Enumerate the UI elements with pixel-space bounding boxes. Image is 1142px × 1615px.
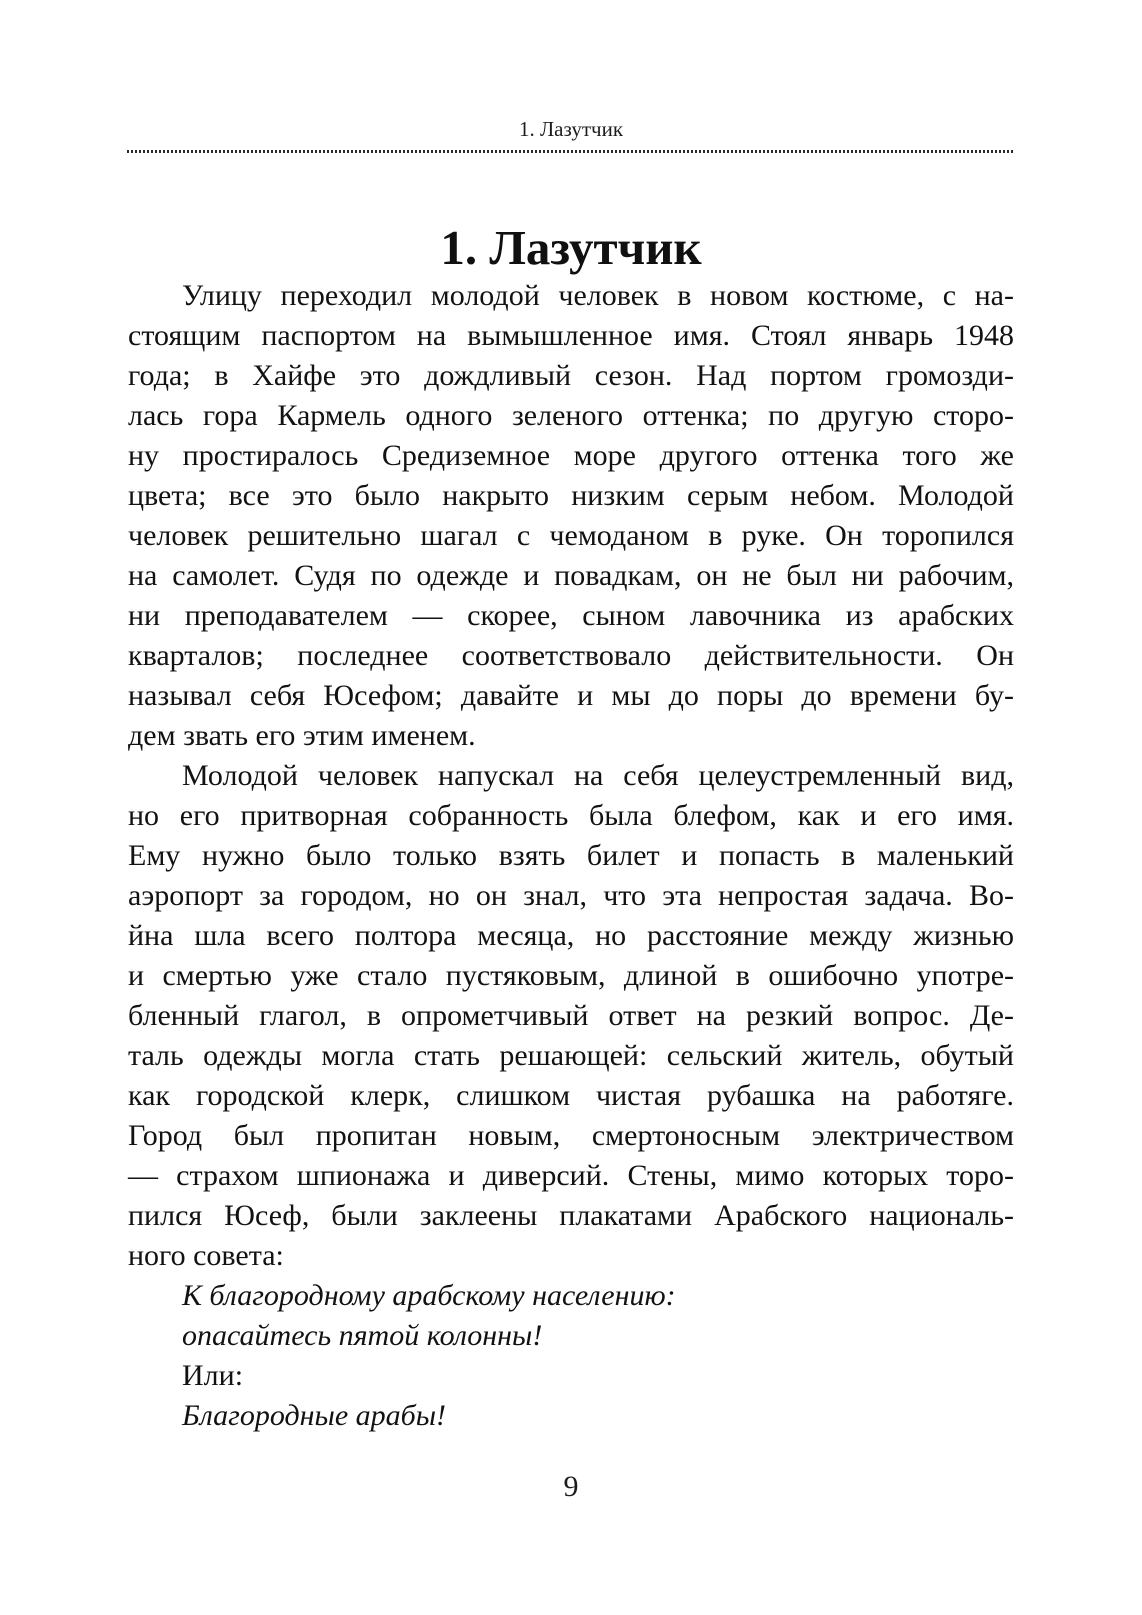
- text-line: Улицу переходил молодой человек в новом костюме, с на-: [182, 279, 1014, 312]
- running-head: 1. Лазутчик: [518, 117, 624, 141]
- poster-line-italic: опасайтесь пятой колонны!: [182, 1319, 543, 1352]
- text-line: стоящим паспортом на вымышленное имя. Стоял январь 1948: [128, 319, 1014, 352]
- text-line: человек решительно шагал с чемоданом в руке. Он торопился: [128, 519, 1014, 552]
- poster-quotes: [128, 1276, 1014, 1436]
- poster-line-italic: К благородному арабскому населению:: [182, 1279, 676, 1312]
- text-line: аэропорт за городом, но он знал, что эта непростая задача. Во-: [128, 879, 1014, 912]
- text-line: дем звать его этим именем.: [128, 719, 476, 752]
- poster-line-italic: Благородные арабы!: [182, 1399, 447, 1432]
- paragraph: [128, 756, 1014, 1276]
- chapter-title: 1. Лазутчик: [440, 219, 702, 275]
- paragraph: [128, 276, 1014, 756]
- text-line: года; в Хайфе это дождливый сезон. Над портом громозди-: [128, 359, 1014, 392]
- text-line: — страхом шпионажа и диверсий. Стены, мимо которых торо-: [128, 1159, 1014, 1192]
- text-line: на самолет. Судя по одежде и повадкам, он не был ни рабочим,: [128, 559, 1014, 592]
- text-line: как городской клерк, слишком чистая рубашка на работяге.: [128, 1079, 1014, 1112]
- text-line: бленный глагол, в опрометчивый ответ на резкий вопрос. Де-: [128, 999, 1014, 1032]
- text-line: ного совета:: [128, 1239, 284, 1272]
- text-line: цвета; все это было накрыто низким серым небом. Молодой: [128, 479, 1014, 512]
- text-line: йна шла всего полтора месяца, но расстояние между жизнью: [128, 919, 1014, 952]
- text-line: лась гора Кармель одного зеленого оттенка; по другую сторо-: [128, 399, 1014, 432]
- body-text: [128, 276, 1014, 1436]
- text-line: но его притворная собранность была блефом, как и его имя.: [128, 799, 1014, 832]
- header-dotted-rule: [127, 150, 1015, 153]
- text-line: пился Юсеф, были заклеены плакатами Арабского националь-: [128, 1199, 1014, 1232]
- page-number: 9: [563, 1470, 579, 1503]
- text-line: ну простиралось Средиземное море другого оттенка того же: [128, 439, 1014, 472]
- text-line: Город был пропитан новым, смертоносным электричеством: [128, 1119, 1014, 1152]
- text-line: Ему нужно было только взять билет и попасть в маленький: [128, 839, 1014, 872]
- text-line: называл себя Юсефом; давайте и мы до поры до времени бу-: [128, 679, 1014, 712]
- paragraphs-container: [128, 276, 1014, 1276]
- text-line: ни преподавателем — скорее, сыном лавочника из арабских: [128, 599, 1014, 632]
- poster-line: Или:: [182, 1359, 244, 1392]
- text-line: и смертью уже стало пустяковым, длиной в ошибочно употре-: [128, 959, 1014, 992]
- text-line: Молодой человек напускал на себя целеустремленный вид,: [182, 759, 1014, 792]
- text-line: кварталов; последнее соответствовало действительности. Он: [128, 639, 1014, 672]
- text-line: таль одежды могла стать решающей: сельский житель, обутый: [128, 1039, 1014, 1072]
